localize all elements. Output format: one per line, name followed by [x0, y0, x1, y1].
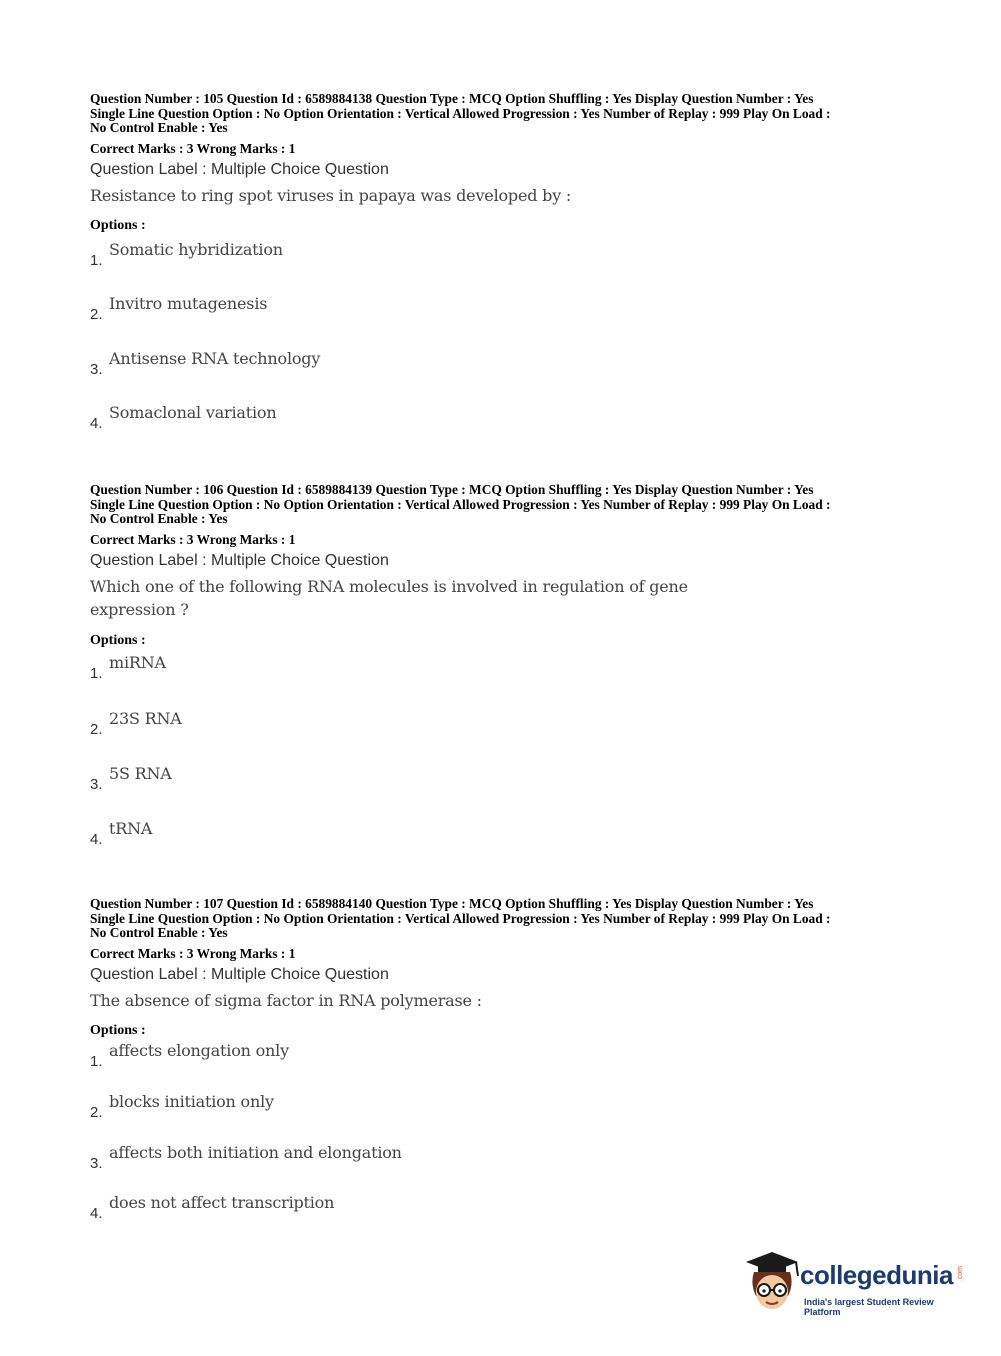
logo-wordmark: collegedunia — [800, 1260, 953, 1290]
question-label: Question Label : Multiple Choice Question — [90, 551, 389, 569]
option-number: 3. — [90, 361, 103, 378]
option-item[interactable] — [90, 653, 690, 683]
option-item[interactable] — [90, 819, 690, 849]
option-text: does not affect transcription — [109, 1193, 335, 1212]
question-label: Question Label : Multiple Choice Question — [90, 160, 389, 178]
option-item[interactable] — [90, 1143, 690, 1173]
option-number: 4. — [90, 1205, 103, 1222]
collegedunia-logo[interactable] — [742, 1250, 972, 1320]
option-text: blocks initiation only — [109, 1092, 274, 1111]
option-number: 4. — [90, 415, 103, 432]
question-meta: Question Number : 107 Question Id : 6589884140 Question Type : MCQ Option Shuffling : Yes Display Question Number : Yes Single Line Question Option : No Option Orientation : Vertical Allowed Progression : Yes Number of Replay : 999 Play On Load : No Control Enable : Yes — [90, 896, 831, 940]
question-meta: Question Number : 105 Question Id : 6589884138 Question Type : MCQ Option Shuffling : Yes Display Question Number : Yes Single Line Question Option : No Option Orientation : Vertical Allowed Progression : Yes Number of Replay : 999 Play On Load : No Control Enable : Yes — [90, 91, 831, 135]
option-text: Somaclonal variation — [109, 403, 277, 422]
option-item[interactable] — [90, 709, 690, 739]
option-number: 4. — [90, 831, 103, 848]
option-text: affects elongation only — [109, 1041, 289, 1060]
option-text: miRNA — [109, 653, 166, 672]
question-text: The absence of sigma factor in RNA polymerase : — [90, 990, 482, 1010]
logo-domain: .com — [957, 1266, 964, 1282]
option-number: 1. — [90, 1053, 103, 1070]
option-number: 1. — [90, 665, 103, 682]
option-number: 3. — [90, 776, 103, 793]
option-text: 5S RNA — [109, 764, 172, 783]
question-text: Which one of the following RNA molecules is involved in regulation of gene expression ? — [90, 576, 688, 619]
options-label: Options : — [90, 633, 146, 648]
option-item[interactable] — [90, 403, 690, 433]
option-text: tRNA — [109, 819, 153, 838]
option-text: 23S RNA — [109, 709, 182, 728]
option-text: affects both initiation and elongation — [109, 1143, 402, 1162]
option-item[interactable] — [90, 1092, 690, 1122]
option-item[interactable] — [90, 764, 690, 794]
option-number: 2. — [90, 306, 103, 323]
option-text: Invitro mutagenesis — [109, 294, 268, 313]
question-block — [90, 482, 920, 848]
question-label: Question Label : Multiple Choice Question — [90, 965, 389, 983]
option-item[interactable] — [90, 294, 690, 324]
option-number: 1. — [90, 252, 103, 269]
question-marks: Correct Marks : 3 Wrong Marks : 1 — [90, 531, 296, 547]
options-label: Options : — [90, 218, 146, 233]
question-text: Resistance to ring spot viruses in papaya was developed by : — [90, 185, 572, 205]
option-item[interactable] — [90, 349, 690, 379]
logo-tagline: India's largest Student Review Platform — [804, 1297, 934, 1317]
option-item[interactable] — [90, 240, 690, 270]
option-number: 2. — [90, 721, 103, 738]
option-number: 2. — [90, 1104, 103, 1121]
options-label: Options : — [90, 1023, 146, 1038]
question-marks: Correct Marks : 3 Wrong Marks : 1 — [90, 945, 296, 961]
question-marks: Correct Marks : 3 Wrong Marks : 1 — [90, 140, 296, 156]
question-block — [90, 91, 920, 432]
mascot-icon — [742, 1250, 802, 1316]
question-block — [90, 896, 920, 1222]
question-meta: Question Number : 106 Question Id : 6589884139 Question Type : MCQ Option Shuffling : Yes Display Question Number : Yes Single Line Question Option : No Option Orientation : Vertical Allowed Progression : Yes Number of Replay : 999 Play On Load : No Control Enable : Yes — [90, 482, 831, 526]
option-text: Somatic hybridization — [109, 240, 283, 259]
option-item[interactable] — [90, 1041, 690, 1071]
option-number: 3. — [90, 1155, 103, 1172]
option-text: Antisense RNA technology — [109, 349, 321, 368]
option-item[interactable] — [90, 1193, 690, 1223]
